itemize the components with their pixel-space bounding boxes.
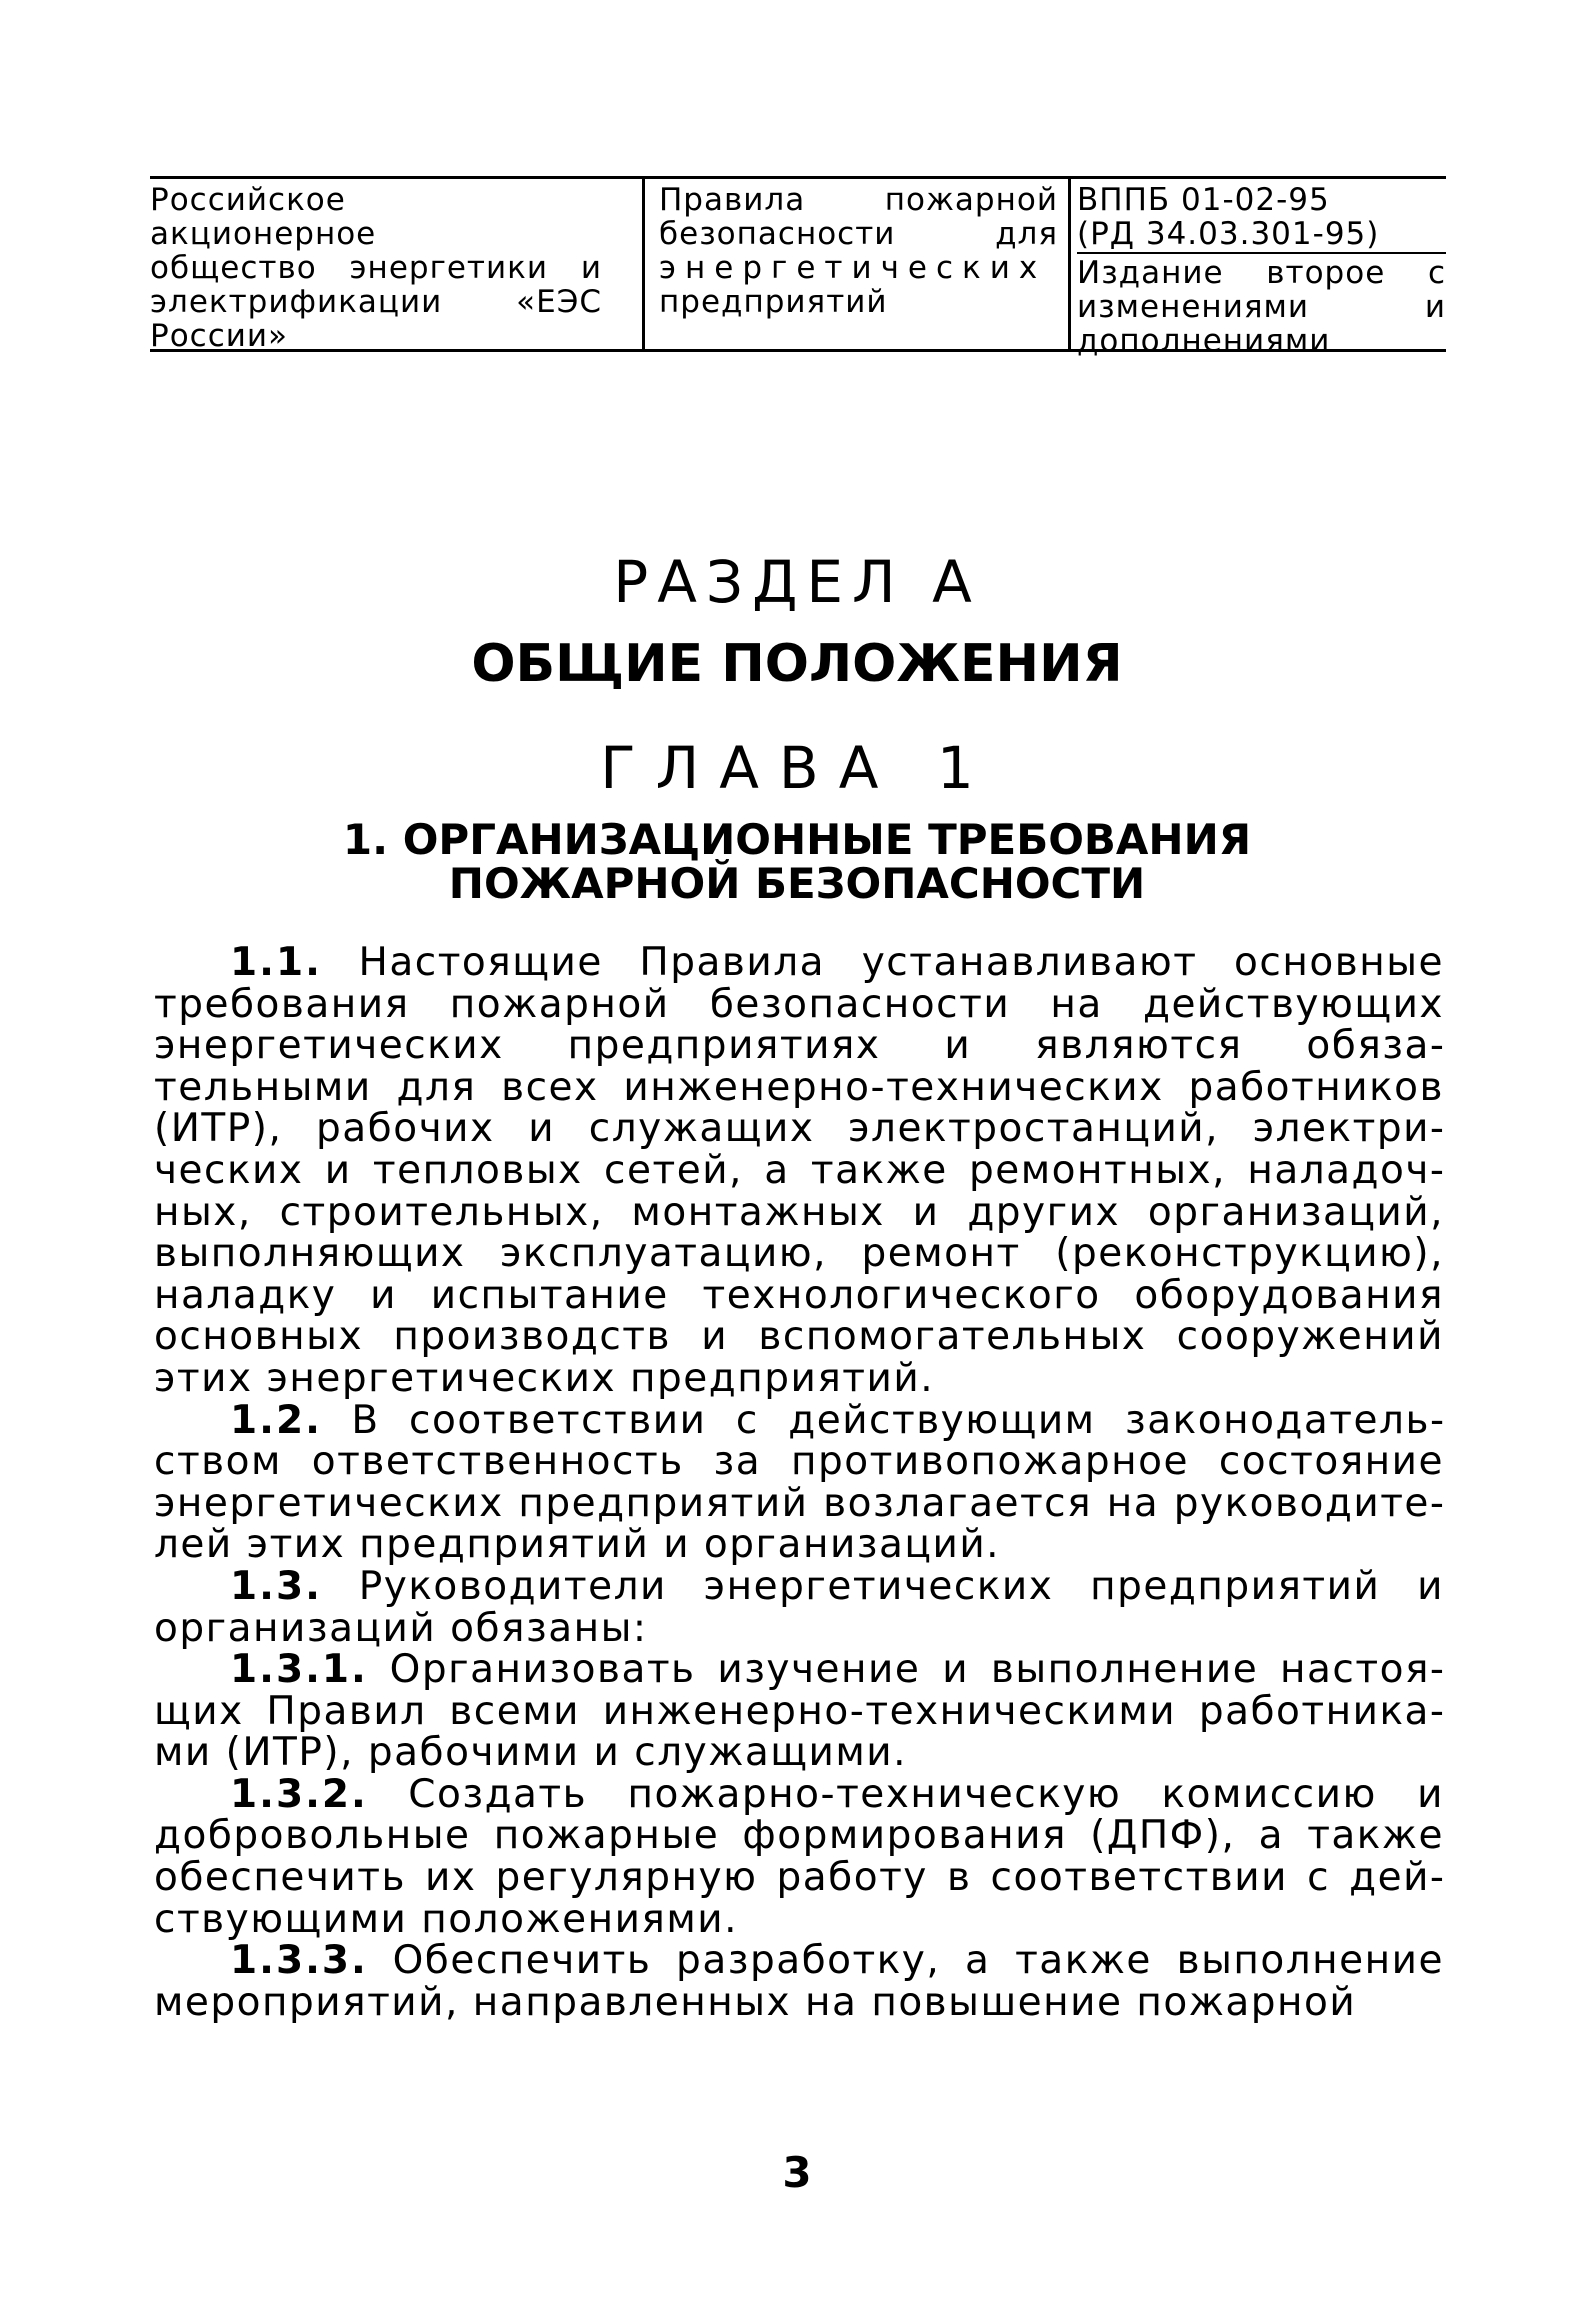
header-organization-cell [150, 179, 642, 354]
paragraph [154, 1940, 1444, 2023]
header-org-line: России» [150, 318, 289, 354]
paragraph-text: Обеспечить разработку, а также выполнение мероприятий, направленных на повышение пожарной [154, 1938, 1444, 2025]
paragraph-text: Настоящие Правила устанавливают основные требования пожарной безопасности на действующих энергетических предприятиях и являются обязательными для всех инженерно-технических работников (ИТР), рабочих и служащих электростанций, электрических и тепловых сетей, а также ремонтных, наладочных, строительных, монтажных и других организаций, выполняющих эксплуатацию, ремонт (реконструкцию), наладку и испытание технологического оборудования основных производств и вспомогательных сооружений этих энергетических предприятий. [154, 940, 1444, 1401]
paragraph-number: 1.3.2. [230, 1771, 368, 1817]
header-code-line: (РД 34.03.301-95) [1077, 216, 1380, 252]
section-label: РАЗДЕЛ А [613, 548, 981, 616]
header-title-line: Правила пожарной [659, 182, 1058, 218]
header-org-line: акционерное [150, 216, 377, 252]
header-code-line: ВППБ 01-02-95 [1077, 182, 1330, 218]
paragraph-number: 1.3. [230, 1563, 322, 1609]
header-edition-line: изменениями и [1077, 289, 1446, 325]
header-edition-line: дополнениями [1077, 323, 1331, 359]
paragraph-number: 1.2. [230, 1397, 322, 1443]
paragraph-text: Организовать изучение и выполнение настоящих Правил всеми инженерно-техническими работниками (ИТР), рабочими и служащими. [154, 1647, 1444, 1776]
paragraph-text: Создать пожарно-техническую комиссию и добровольные пожарные формирования (ДПФ), а также обеспечить их регулярную работу в соответствии с действующими положениями. [154, 1771, 1444, 1942]
paragraph [154, 1649, 1444, 1774]
chapter-title-line: 1. ОРГАНИЗАЦИОННЫЕ ТРЕБОВАНИЯ [342, 815, 1252, 864]
paragraph [154, 1397, 1445, 1568]
chapter-title-line: ПОЖАРНОЙ БЕЗОПАСНОСТИ [448, 859, 1146, 908]
paragraph-number: 1.1. [230, 940, 322, 985]
header-title-line: безопасности для [659, 216, 1058, 252]
header-document-title-cell [642, 179, 1068, 349]
body-text [154, 942, 1444, 2023]
paragraph [154, 942, 1444, 1400]
header-org-line: электрификации «ЕЭС [150, 284, 602, 320]
paragraph-text: Руководители энергетических предприятий и организаций обязаны: [154, 1563, 1444, 1651]
paragraph-text: В соответствии с действующим законодательством ответственность за противопожарное состояние энергетических предприятий возлагается на руководителей этих предприятий и организаций. [154, 1397, 1445, 1568]
chapter-title [0, 815, 1594, 908]
header-title-line: энергетических [659, 250, 1047, 286]
paragraph [154, 1771, 1444, 1942]
section-title: ОБЩИЕ ПОЛОЖЕНИЯ [471, 634, 1123, 694]
header-edition-line: Издание второе с [1077, 255, 1446, 291]
header-code-cell [1068, 179, 1446, 359]
header-org-line: общество энергетики и [150, 250, 602, 286]
document-header-table [150, 176, 1446, 359]
paragraph-number: 1.3.3. [230, 1938, 368, 1984]
header-title-line: предприятий [659, 284, 888, 320]
page-number: 3 [782, 2148, 812, 2197]
header-code-divider [1077, 252, 1446, 254]
header-org-line: Российское [150, 182, 346, 218]
paragraph [154, 1563, 1444, 1651]
chapter-label: ГЛАВА 1 [600, 734, 994, 802]
paragraph-number: 1.3.1. [230, 1647, 368, 1693]
